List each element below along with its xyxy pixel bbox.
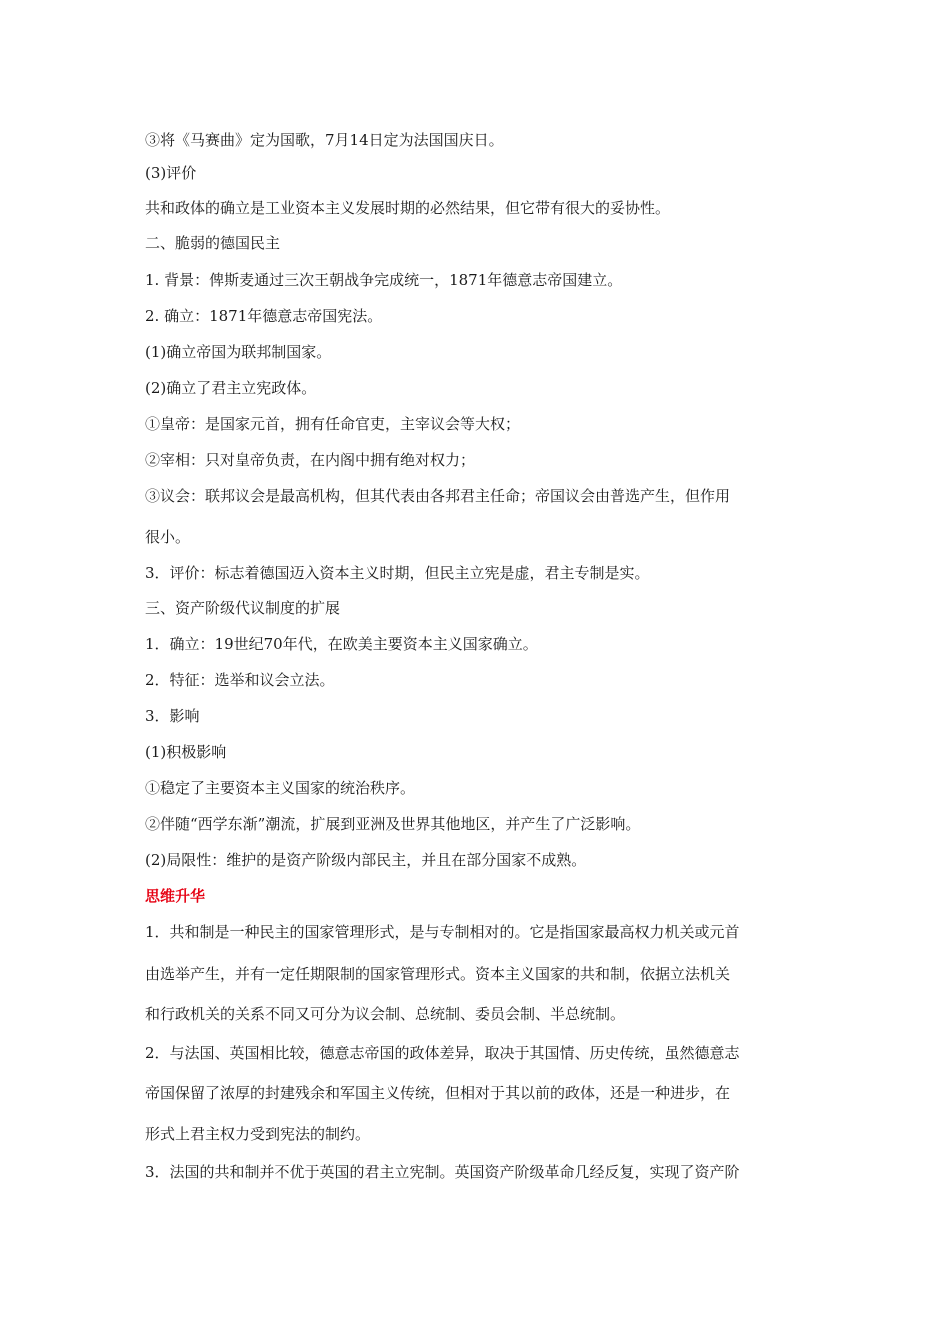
text-line: ①稳定了主要资本主义国家的统治秩序。 [145,779,416,797]
section-heading: 三、资产阶级代议制度的扩展 [145,599,341,617]
text-line: ②伴随“西学东渐”潮流，扩展到亚洲及世界其他地区，并产生了广泛影响。 [145,815,641,833]
text-line: ②宰相：只对皇帝负责，在内阁中拥有绝对权力； [145,451,476,469]
text-line: (1)确立帝国为联邦制国家。 [145,343,332,361]
text-line: 2. 确立：1871年德意志帝国宪法。 [145,307,383,325]
text-line: 3．评价：标志着德国迈入资本主义时期，但民主立宪是虚，君主专制是实。 [145,564,650,582]
text-line: ③议会：联邦议会是最高机构，但其代表由各邦君主任命；帝国议会由普选产生，但作用 [145,487,731,505]
highlight-heading: 思维升华 [145,887,206,905]
text-line: (2)确立了君主立宪政体。 [145,379,317,397]
text-line: 和行政机关的关系不同又可分为议会制、总统制、委员会制、半总统制。 [145,1005,626,1023]
text-line: 形式上君主权力受到宪法的制约。 [145,1125,371,1143]
text-line: 1．确立：19世纪70年代，在欧美主要资本主义国家确立。 [145,635,538,653]
section-heading: 二、脆弱的德国民主 [145,234,281,252]
text-line: (1)积极影响 [145,743,227,761]
text-line: 2．特征：选举和议会立法。 [145,671,335,689]
text-line: (2)局限性：维护的是资产阶级内部民主，并且在部分国家不成熟。 [145,851,587,869]
text-line: 帝国保留了浓厚的封建残余和军国主义传统，但相对于其以前的政体，还是一种进步，在 [145,1084,731,1102]
text-line: 很小。 [145,528,191,546]
text-line: 1．共和制是一种民主的国家管理形式，是与专制相对的。它是指国家最高权力机关或元首 [145,923,740,941]
text-line: ①皇帝：是国家元首，拥有任命官吏，主宰议会等大权； [145,415,521,433]
text-line: 3．法国的共和制并不优于英国的君主立宪制。英国资产阶级革命几经反复，实现了资产阶 [145,1163,740,1181]
text-line: 3．影响 [145,707,200,725]
text-line: 由选举产生，并有一定任期限制的国家管理形式。资本主义国家的共和制，依据立法机关 [145,965,731,983]
text-line: (3)评价 [145,164,197,182]
text-line: 2．与法国、英国相比较，德意志帝国的政体差异，取决于其国情、历史传统，虽然德意志 [145,1044,740,1062]
text-line: 共和政体的确立是工业资本主义发展时期的必然结果，但它带有很大的妥协性。 [145,199,671,217]
text-line: 1. 背景：俾斯麦通过三次王朝战争完成统一，1871年德意志帝国建立。 [145,271,623,289]
text-line: ③将《马赛曲》定为国歌，7月14日定为法国国庆日。 [145,131,504,149]
